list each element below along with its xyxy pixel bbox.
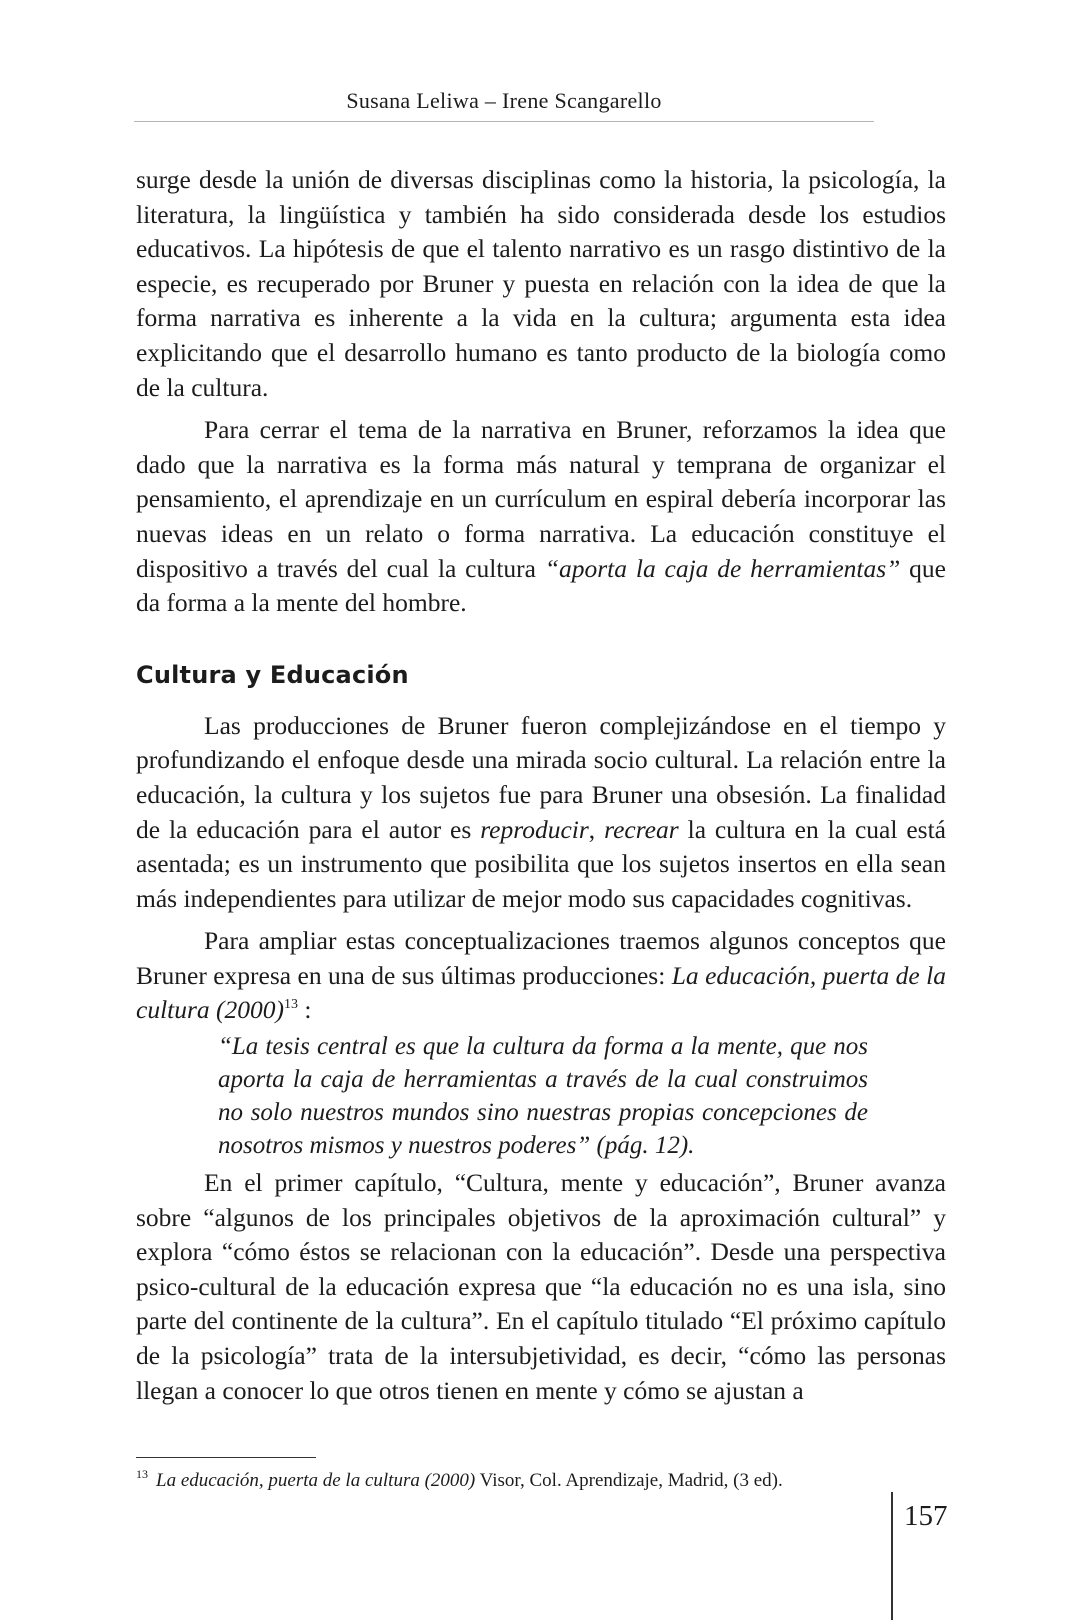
paragraph-2 <box>136 413 946 621</box>
paragraph-2-text-b: que da forma a la mente del hombre. <box>136 553 946 618</box>
paragraph-3-text-b: la cultura en la cual está asentada; es un instrumento que posibilita que los sujetos insertos en ella sean más independientes para utilizar de mejor modo sus capacidades cognitivas. <box>136 814 946 913</box>
paragraph-3 <box>136 709 946 917</box>
paragraph-4-text-b: : <box>298 995 312 1025</box>
footnote-text: Visor, Col. Aprendizaje, Madrid, (3 ed). <box>475 1470 783 1491</box>
page-body <box>136 163 946 1408</box>
page-number: 157 <box>904 1500 948 1532</box>
footnote-divider <box>136 1457 316 1458</box>
paragraph-3-emphasis-2: recrear <box>604 814 679 844</box>
footnote <box>136 1468 956 1494</box>
header-divider <box>134 121 874 122</box>
paragraph-3-emphasis-1: reproducir <box>480 814 589 844</box>
page-number-rule <box>891 1492 893 1620</box>
footnote-reference[interactable]: 13 <box>284 997 299 1013</box>
block-quote: “La tesis central es que la cultura da forma a la mente, que nos aporta la caja de herramientas a través de la cual construimos no solo nuestros mundos sino nuestras propias concepciones de nosotros mismos y nuestros poderes” (pág. 12). <box>218 1033 868 1160</box>
paragraph-3-text-a: Las producciones de Bruner fueron complejizándose en el tiempo y profundizando el enfoque desde una mirada socio cultural. La relación entre la educación, la cultura y los sujetos fue para Bruner una obsesión. La finalidad de la educación para el autor es <box>136 710 946 844</box>
paragraph-5: En el primer capítulo, “Cultura, mente y educación”, Bruner avanza sobre “algunos de los principales objetivos de la aproximación cultural” y explora “cómo éstos se relacionan con la educación”. Desde una perspectiva psico-cultural de la educación expresa que “la educación no es una isla, sino parte del continente de la cultura”. En el capítulo titulado “El próximo capítulo de la psicología” trata de la intersubjetividad, es decir, “cómo las personas llegan a conocer lo que otros tienen en mente y cómo se ajustan a <box>136 1168 946 1405</box>
paragraph-1: surge desde la unión de diversas disciplinas como la historia, la psicología, la literatura, la lingüística y también ha sido considerada desde los estudios educativos. La hipótesis de que el talento narrativo es un rasgo distintivo de la especie, es recuperado por Bruner y puesta en relación con la idea de que la forma narrativa es inherente a la vida en la cultura; argumenta esta idea explicitando que el desarrollo humano es tanto producto de la biología como de la cultura. <box>136 165 946 402</box>
paragraph-4-book-title: La educación, puerta de la cultura (2000) <box>136 960 946 1025</box>
section-heading: Cultura y Educación <box>136 660 409 689</box>
paragraph-3-separator: , <box>588 814 605 844</box>
footnote-book-title: La educación, puerta de la cultura (2000) <box>156 1470 476 1491</box>
paragraph-2-emphasis: “aporta la caja de herramientas” <box>544 553 901 583</box>
paragraph-2-text-a: Para cerrar el tema de la narrativa en Bruner, reforzamos la idea que dado que la narrativa es la forma más natural y temprana de organizar el pensamiento, el aprendizaje en un currículum en espiral debería incorporar las nuevas ideas en un relato o forma narrativa. La educación constituye el dispositivo a través del cual la cultura <box>136 415 946 583</box>
footnote-number: 13 <box>136 1467 148 1481</box>
paragraph-4-text-a: Para ampliar estas conceptualizaciones traemos algunos conceptos que Bruner expresa en una de sus últimas producciones: <box>136 926 946 990</box>
paragraph-4 <box>136 924 946 1028</box>
running-header: Susana Leliwa – Irene Scangarello <box>346 88 662 113</box>
